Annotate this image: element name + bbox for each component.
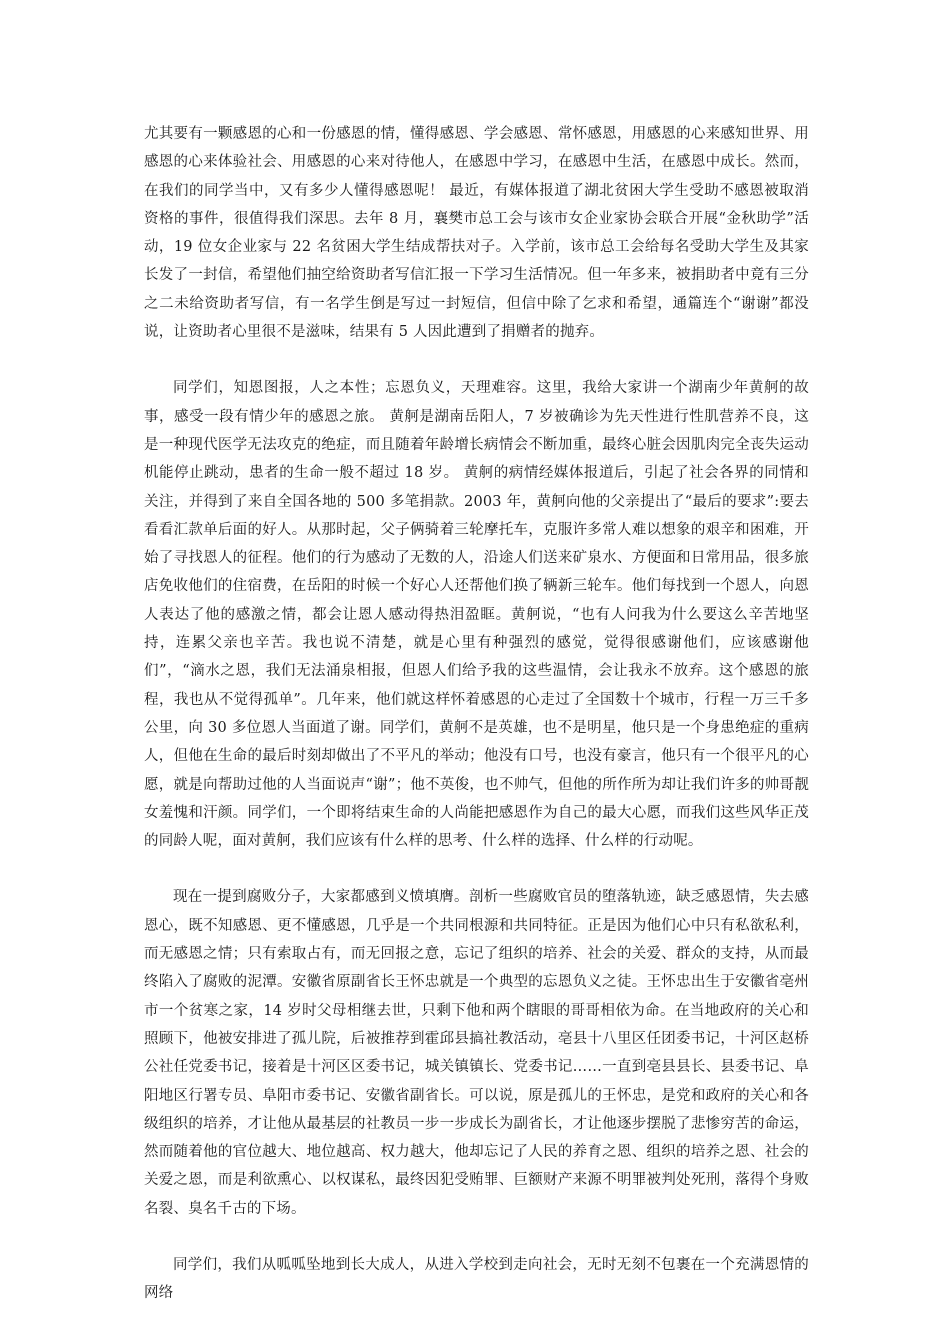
document-body [144, 120, 809, 1308]
paragraph-closing: 同学们，我们从呱呱坠地到长大成人，从进入学校到走向社会，无时无刻不包裹在一个充满恩情的网络 [144, 1256, 809, 1302]
paragraph-corruption: 现在一提到腐败分子，大家都感到义愤填膺。剖析一些腐败官员的堕落轨迹，缺乏感恩情，失去感恩心，既不知感恩、更不懂感恩，几乎是一个共同根源和共同特征。正是因为他们心中只有私欲私利，而无感恩之情；只有索取占有，而无回报之意，忘记了组织的培养、社会的关爱、群众的支持，从而最终陷入了腐败的泥潭。安徽省原副省长王怀忠就是一个典型的忘恩负义之徒。王怀忠出生于安徽省亳州市一个贫寒之家，14 岁时父母相继去世，只剩下他和两个瞎眼的哥哥相依为命。在当地政府的关心和照顾下，他被安排进了孤儿院，后被推荐到霍邱县搞社教活动，亳县十八里区任团委书记，十河区赵桥公社任党委书记，接着是十河区区委书记，城关镇镇长、党委书记……一直到亳县县长、县委书记、阜阳地区行署专员、阜阳市委书记、安徽省副省长。可以说，原是孤儿的王怀忠，是党和政府的关心和各级组织的培养，才让他从最基层的社教员一步一步成长为副省长，才让他逐步摆脱了悲惨穷苦的命运，然而随着他的官位越大、地位越高、权力越大，他却忘记了人民的养育之恩、组织的培养之恩、社会的关爱之恩，而是利欲熏心、以权谋私，最终因犯受贿罪、巨额财产来源不明罪被判处死刑，落得个身败名裂、臭名千古的下场。 [144, 889, 809, 1217]
paragraph-gratitude-intro: 尤其要有一颗感恩的心和一份感恩的情，懂得感恩、学会感恩、常怀感恩，用感恩的心来感知世界、用感恩的心来体验社会、用感恩的心来对待他人，在感恩中学习，在感恩中生活，在感恩中成长。然而，在我们的同学当中，又有多少人懂得感恩呢！ 最近，有媒体报道了湖北贫困大学生受助不感恩被取消资格的事件，很值得我们深思。去年 8 月，襄樊市总工会与该市女企业家协会联合开展“金秋助学”活动，19 位女企业家与 22 名贫困大学生结成帮扶对子。入学前，该市总工会给每名受助大学生及其家长发了一封信，希望他们抽空给资助者写信汇报一下学习生活情况。但一年多来，被捐助者中竟有三分之二未给资助者写信，有一名学生倒是写过一封短信，但信中除了乞求和希望，通篇连个“谢谢”都没说，让资助者心里很不是滋味，结果有 5 人因此遭到了捐赠者的抛弃。 [144, 126, 809, 341]
paragraph-huang-ge-story: 同学们，知恩图报，人之本性；忘恩负义，天理难容。这里，我给大家讲一个湖南少年黄舸的故事，感受一段有情少年的感恩之旅。 黄舸是湖南岳阳人，7 岁被确诊为先天性进行性肌营养不良，这是一种现代医学无法攻克的绝症，而且随着年龄增长病情会不断加重，最终心脏会因肌肉完全丧失运动机能停止跳动，患者的生命一般不超过 18 岁。 黄舸的病情经媒体报道后，引起了社会各界的同情和关注，并得到了来自全国各地的 500 多笔捐款。2003 年，黄舸向他的父亲提出了“最后的要求”:要去看看汇款单后面的好人。从那时起，父子俩骑着三轮摩托车，克服许多常人难以想象的艰辛和困难，开始了寻找恩人的征程。他们的行为感动了无数的人，沿途人们送来矿泉水、方便面和日常用品，很多旅店免收他们的住宿费，在岳阳的时候一个好心人还帮他们换了辆新三轮车。他们每找到一个恩人，向恩人表达了他的感激之情，都会让恩人感动得热泪盈眶。黄舸说，“也有人问我为什么要这么辛苦地坚持，连累父亲也辛苦。我也说不清楚，就是心里有种强烈的感觉，觉得很感谢他们，应该感谢他们”，“滴水之恩，我们无法涌泉相报，但恩人们给予我的这些温情，会让我永不放弃。这个感恩的旅程，我也从不觉得孤单”。几年来，他们就这样怀着感恩的心走过了全国数十个城市，行程一万三千多公里，向 30 多位恩人当面道了谢。同学们，黄舸不是英雄，也不是明星，他只是一个身患绝症的重病人，但他在生命的最后时刻却做出了不平凡的举动；他没有口号，也没有豪言，他只有一个很平凡的心愿，就是向帮助过他的人当面说声“谢”；他不英俊，也不帅气，但他的所作所为却让我们许多的帅哥靓女羞愧和汗颜。同学们，一个即将结束生命的人尚能把感恩作为自己的最大心愿，而我们这些风华正茂的同龄人呢，面对黄舸，我们应该有什么样的思考、什么样的选择、什么样的行动呢。 [144, 380, 809, 850]
